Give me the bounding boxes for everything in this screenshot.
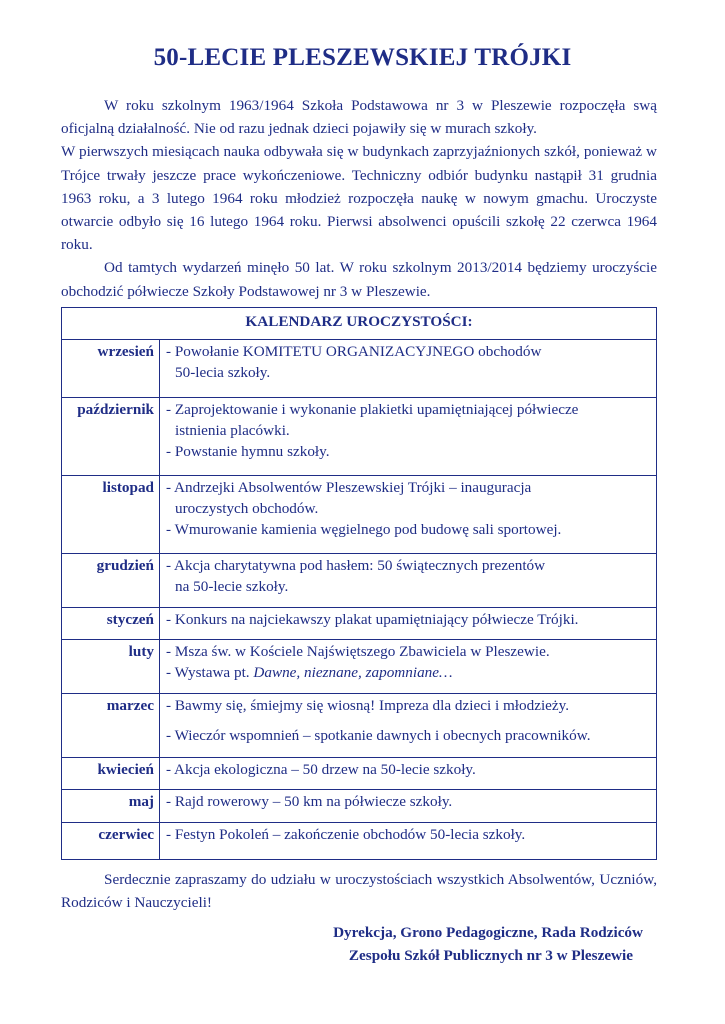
event-line-continued: na 50-lecie szkoły. [175,578,289,595]
event-line-prefix: - Wystawa pt. [166,664,254,681]
event-line: - Andrzejki Absolwentów Pleszewskiej Trójki – inauguracja [166,479,532,496]
intro-text [61,94,657,303]
events-czerwiec [160,823,657,860]
intro-paragraph-2: W pierwszych miesiącach nauka odbywała się w budynkach zaprzyjaźnionych szkół, ponieważ w Trójce trwały jeszcze prace wykończeniowe. Techniczny odbiór budynku nastąpił 31 grudnia 1963 roku, a 3 lutego 1964 roku młodzież rozpoczęła naukę w nowym gmachu. Uroczyste otwarcie odbyło się 16 lutego 1964 roku. Pierwsi absolwenci opuścili szkołę 22 czerwca 1964 roku. [61,143,657,254]
event-line-continued: 50-lecia szkoły. [175,364,271,381]
calendar-title: KALENDARZ UROCZYSTOŚCI: [62,308,657,340]
calendar-row-marzec [62,694,657,758]
month-grudzien: grudzień [62,554,160,608]
event-line: - Wmurowanie kamienia węgielnego pod budowę sali sportowej. [166,521,562,538]
event-line: - Festyn Pokoleń – zakończenie obchodów 50-lecia szkoły. [166,826,526,843]
month-czerwiec: czerwiec [62,823,160,860]
events-luty [160,640,657,694]
calendar-row-grudzien [62,554,657,608]
signature-line-2: Zespołu Szkół Publicznych nr 3 w Pleszewie [348,947,633,965]
intro-paragraph-3: Od tamtych wydarzeń minęło 50 lat. W roku szkolnym 2013/2014 będziemy uroczyście obchodzić półwiecze Szkoły Podstawowej nr 3 w Pleszewie. [61,259,657,300]
calendar-header-row [62,308,657,340]
events-maj [160,790,657,823]
events-kwiecien [160,758,657,790]
calendar-row-maj [62,790,657,823]
event-line: - Akcja ekologiczna – 50 drzew na 50-lecie szkoły. [166,761,476,778]
event-line [166,662,656,683]
calendar-row-wrzesien [62,340,657,398]
event-line: - Akcja charytatywna pod hasłem: 50 świątecznych prezentów [166,557,546,574]
signature [260,921,643,968]
event-line: - Zaprojektowanie i wykonanie plakietki upamiętniającej półwiecze [166,401,579,418]
events-marzec [160,694,657,758]
month-kwiecien: kwiecień [62,758,160,790]
invitation-paragraph: Serdecznie zapraszamy do udziału w uroczystościach wszystkich Absolwentów, Uczniów, Rodziców i Nauczycieli! [61,871,657,912]
event-line: - Wieczór wspomnień – spotkanie dawnych i obecnych pracowników. [166,727,591,744]
month-styczen: styczeń [62,608,160,640]
event-line: - Msza św. w Kościele Najświętszego Zbawiciela w Pleszewie. [166,643,550,660]
calendar-row-styczen [62,608,657,640]
month-listopad: listopad [62,476,160,554]
events-listopad [160,476,657,554]
calendar-row-czerwiec [62,823,657,860]
calendar-row-luty [62,640,657,694]
month-luty: luty [62,640,160,694]
calendar-row-pazdziernik [62,398,657,476]
events-pazdziernik [160,398,657,476]
event-line: - Bawmy się, śmiejmy się wiosną! Impreza dla dzieci i młodzieży. [166,697,570,714]
month-pazdziernik: październik [62,398,160,476]
exhibition-title: Dawne, nieznane, zapomniane… [253,664,453,681]
signature-line-1: Dyrekcja, Grono Pedagogiczne, Rada Rodziców [333,924,643,941]
calendar-row-kwiecien [62,758,657,790]
events-styczen [160,608,657,640]
month-maj: maj [62,790,160,823]
events-wrzesien [160,340,657,398]
calendar-table [61,307,657,860]
intro-paragraph-1: W roku szkolnym 1963/1964 Szkoła Podstawowa nr 3 w Pleszewie rozpoczęła swą oficjalną działalność. Nie od razu jednak dzieci pojawiły się w murach szkoły. [61,97,657,138]
month-marzec: marzec [62,694,160,758]
event-line: - Konkurs na najciekawszy plakat upamiętniający półwiecze Trójki. [166,611,579,628]
invitation-text [61,868,657,914]
month-wrzesien: wrzesień [62,340,160,398]
event-line: - Powstanie hymnu szkoły. [166,443,330,460]
event-line-continued: uroczystych obchodów. [175,500,319,517]
event-line: - Powołanie KOMITETU ORGANIZACYJNEGO obchodów [166,343,542,360]
page-title: 50-LECIE PLESZEWSKIEJ TRÓJKI [153,44,572,71]
event-line-continued: istnienia placówki. [175,422,290,439]
event-line: - Rajd rowerowy – 50 km na półwiecze szkoły. [166,793,453,810]
events-grudzien [160,554,657,608]
calendar-row-listopad [62,476,657,554]
